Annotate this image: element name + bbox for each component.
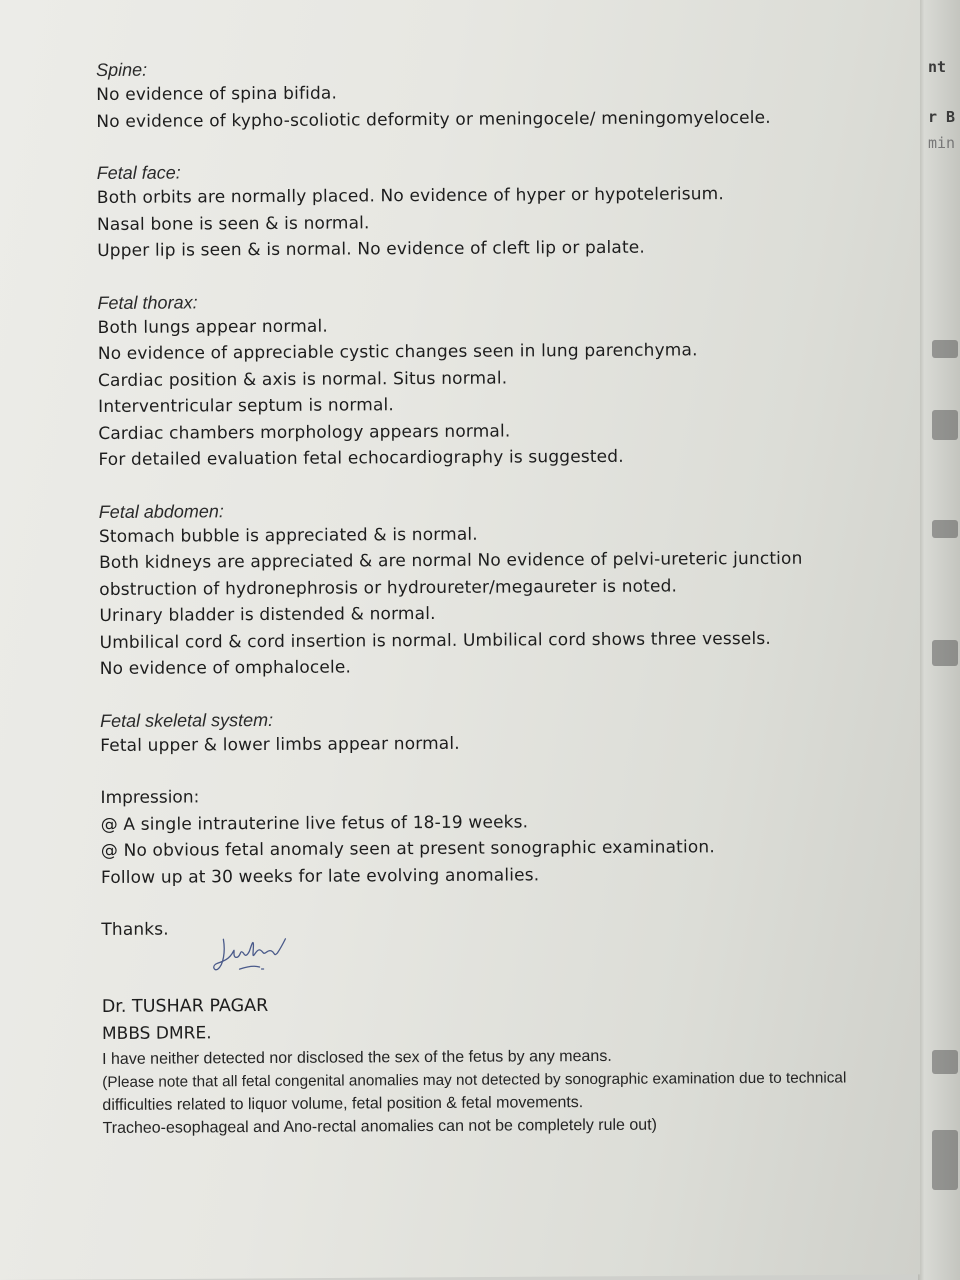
doctor-qualification: MBBS DMRE. [101,1022,212,1044]
finding-line: No evidence of kypho-scoliotic deformity or meningocele/ meningomyelocele. [96,107,771,132]
section-fetal-abdomen [99,494,920,682]
edge-fragment: nt [928,58,947,76]
section-impression [100,780,921,891]
print-smudge [932,340,958,358]
disclaimer-line: difficulties related to liquor volume, fetal position & fetal movements. [102,1093,584,1114]
edge-fragment: min [928,134,956,152]
finding-line: Cardiac position & axis is normal. Situs normal. [97,367,508,391]
handwritten-signature-icon [209,930,299,981]
finding-line: obstruction of hydronephrosis or hydroureter/megaureter is noted. [99,575,678,600]
finding-line: No evidence of omphalocele. [99,657,352,679]
underlying-page-edge [918,0,960,1280]
finding-line: Urinary bladder is distended & normal. [99,603,436,626]
finding-line: Umbilical cord & cord insertion is normal. Umbilical cord shows three vessels. [99,628,771,653]
finding-line: Both kidneys are appreciated & are normal No evidence of pelvi-ureteric junction [99,548,803,573]
section-title: Fetal face: [96,162,181,183]
impression-line: Follow up at 30 weeks for late evolving anomalies. [100,864,540,888]
finding-line: Stomach bubble is appreciated & is normal. [98,524,478,547]
disclaimer-line: Tracheo-esophageal and Ano-rectal anomalies can not be completely rule out) [102,1116,657,1137]
section-fetal-thorax [97,285,918,473]
section-title: Fetal abdomen: [98,500,224,522]
impression-line: @ A single intrauterine live fetus of 18-19 weeks. [100,811,529,835]
disclaimer-line: (Please note that all fetal congenital anomalies may not detected by sonographic examination due to technical [102,1068,847,1091]
sonography-report [96,53,923,1139]
section-title: Fetal thorax: [97,291,198,313]
finding-line: Cardiac chambers morphology appears normal. [98,420,511,444]
section-fetal-skeletal-system [100,703,920,759]
finding-line: No evidence of spina bifida. [96,83,338,105]
finding-line: Nasal bone is seen & is normal. [96,212,370,235]
finding-line: Upper lip is seen & is normal. No evidence of cleft lip or palate. [97,237,645,261]
finding-line: Interventricular septum is normal. [98,395,394,417]
section-title: Spine: [96,59,148,80]
print-smudge [932,1050,958,1074]
finding-line: Both lungs appear normal. [97,316,328,338]
doctor-name: Dr. TUSHAR PAGAR [101,995,269,1017]
impression-title: Impression: [100,787,200,808]
finding-line: Both orbits are normally placed. No evidence of hyper or hypotelerisum. [96,184,724,208]
impression-line: @ No obvious fetal anomaly seen at present sonographic examination. [100,837,715,861]
disclaimer-line: I have neither detected nor disclosed the sex of the fetus by any means. [102,1047,612,1068]
print-smudge [932,1130,958,1190]
print-smudge [932,640,958,666]
section-fetal-face [97,156,918,265]
section-spine [96,53,916,135]
edge-fragment: r B [928,108,956,126]
signature-area [101,938,921,993]
print-smudge [932,410,958,440]
finding-line: No evidence of appreciable cystic changes seen in lung parenchyma. [97,340,698,364]
thanks-text: Thanks. [101,919,169,940]
section-title: Fetal skeletal system: [99,709,274,731]
finding-line: For detailed evaluation fetal echocardiography is suggested. [98,446,624,470]
finding-line: Fetal upper & lower limbs appear normal. [100,733,460,756]
print-smudge [932,520,958,538]
